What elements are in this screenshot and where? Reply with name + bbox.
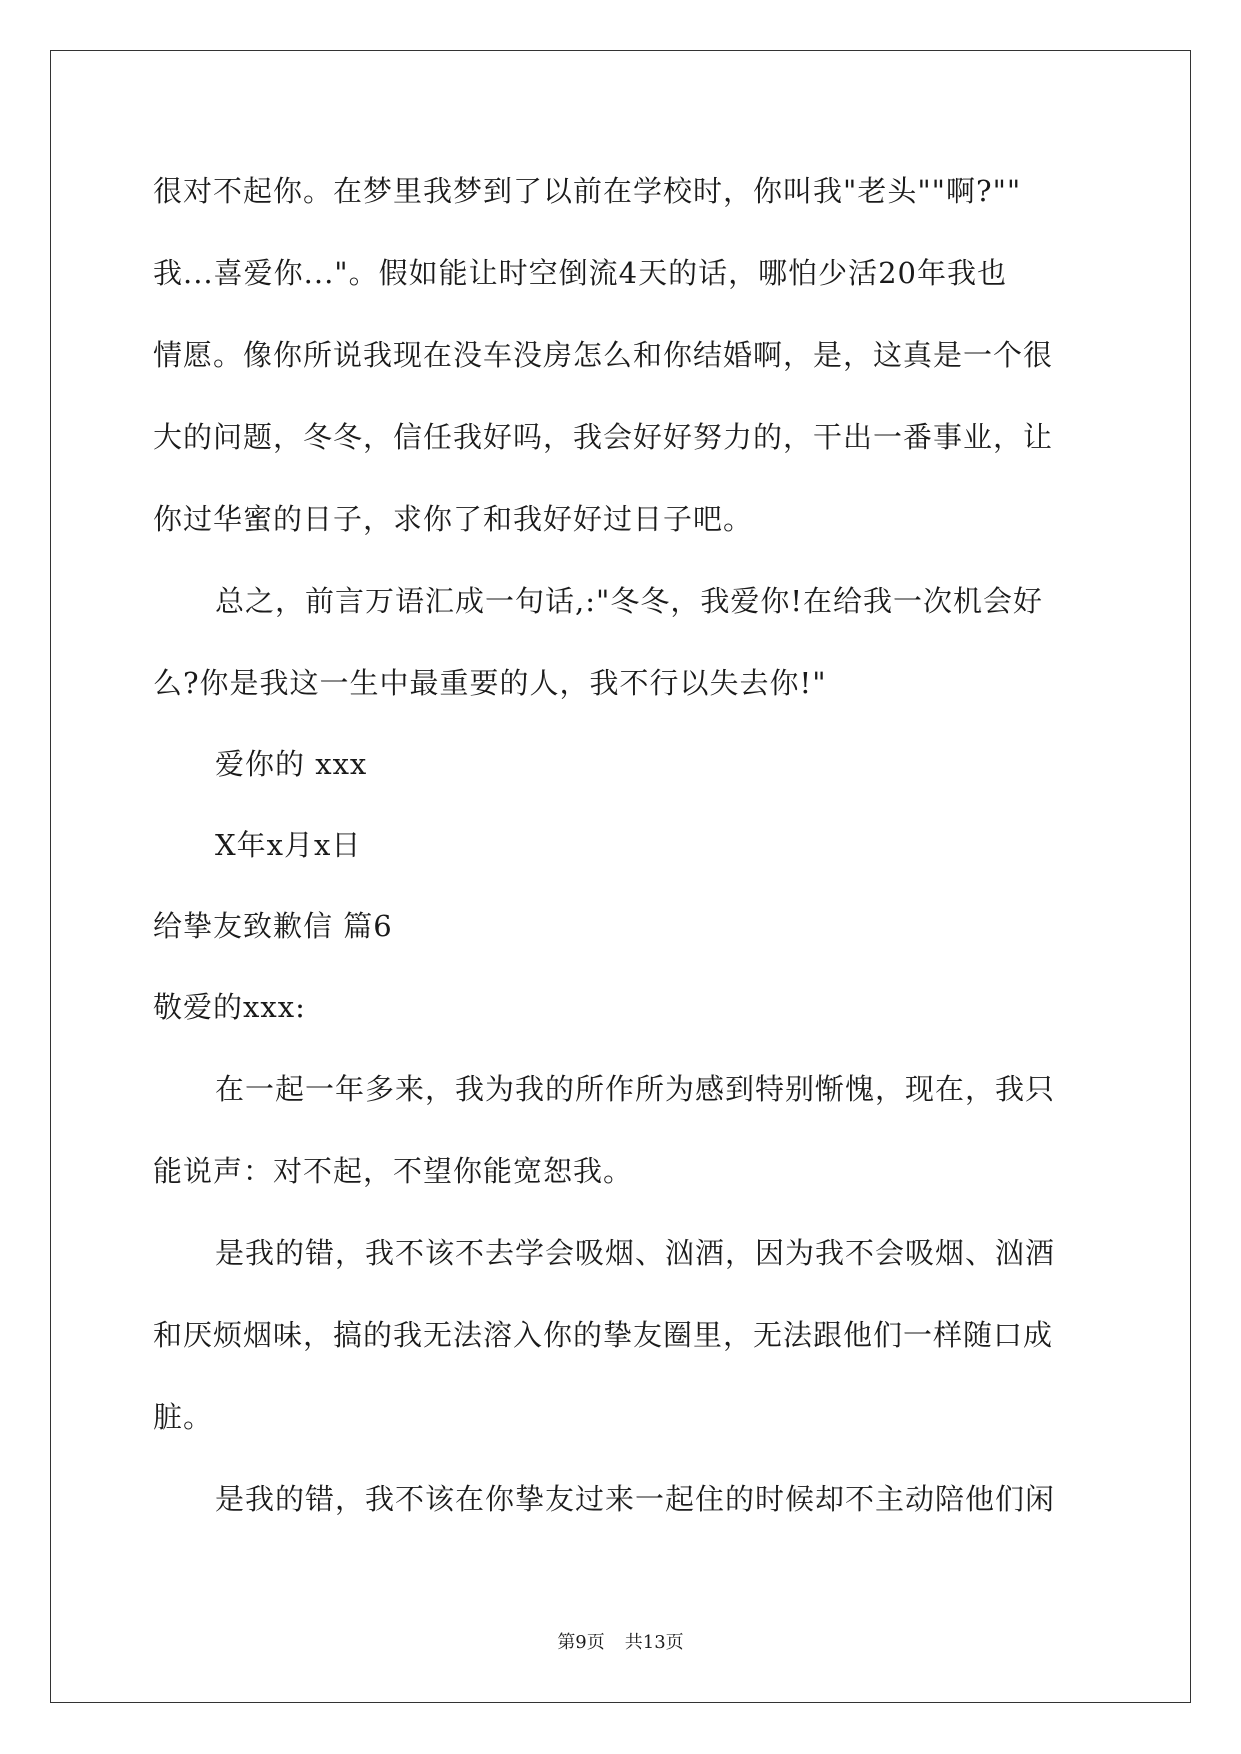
paragraph-line: 在一起一年多来，我为我的所作所为感到特别惭愧，现在，我只: [215, 1072, 1056, 1106]
text-line: 你过华蜜的日子，求你了和我好好过日子吧。: [153, 502, 754, 536]
page-number: 第9页: [557, 1632, 605, 1653]
page-total: 共13页: [624, 1632, 684, 1653]
text-line: 和厌烦烟味，搞的我无法溶入你的挚友圈里，无法跟他们一样随口成: [153, 1318, 1054, 1352]
paragraph-line: 是我的错，我不该不去学会吸烟、汹酒，因为我不会吸烟、汹酒: [215, 1236, 1056, 1270]
page-footer: [0, 1628, 1241, 1654]
paragraph-line: 总之，前言万语汇成一句话,:"冬冬，我爱你!在给我一次机会好: [215, 584, 1043, 618]
text-line: 大的问题，冬冬，信任我好吗，我会好好努力的，干出一番事业，让: [153, 420, 1054, 454]
date-line: X年x月x日: [215, 828, 362, 862]
text-line: 很对不起你。在梦里我梦到了以前在学校时，你叫我"老头""啊?"": [153, 174, 1022, 208]
text-line: 脏。: [153, 1400, 214, 1434]
text-line: 么?你是我这一生中最重要的人，我不行以失去你!": [153, 666, 827, 700]
salutation: 敬爱的xxx:: [153, 990, 306, 1024]
text-line: 能说声：对不起，不望你能宽恕我。: [153, 1154, 634, 1188]
paragraph-line: 是我的错，我不该在你挚友过来一起住的时候却不主动陪他们闲: [215, 1482, 1056, 1516]
text-line: 情愿。像你所说我现在没车没房怎么和你结婚啊，是，这真是一个很: [153, 338, 1054, 372]
signature-line: 爱你的 xxx: [215, 747, 368, 781]
text-line: 我...喜爱你..."。假如能让时空倒流4天的话，哪怕少活20年我也: [153, 256, 1008, 290]
document-body: [153, 150, 1093, 1540]
section-heading: 给挚友致歉信 篇6: [153, 909, 393, 943]
